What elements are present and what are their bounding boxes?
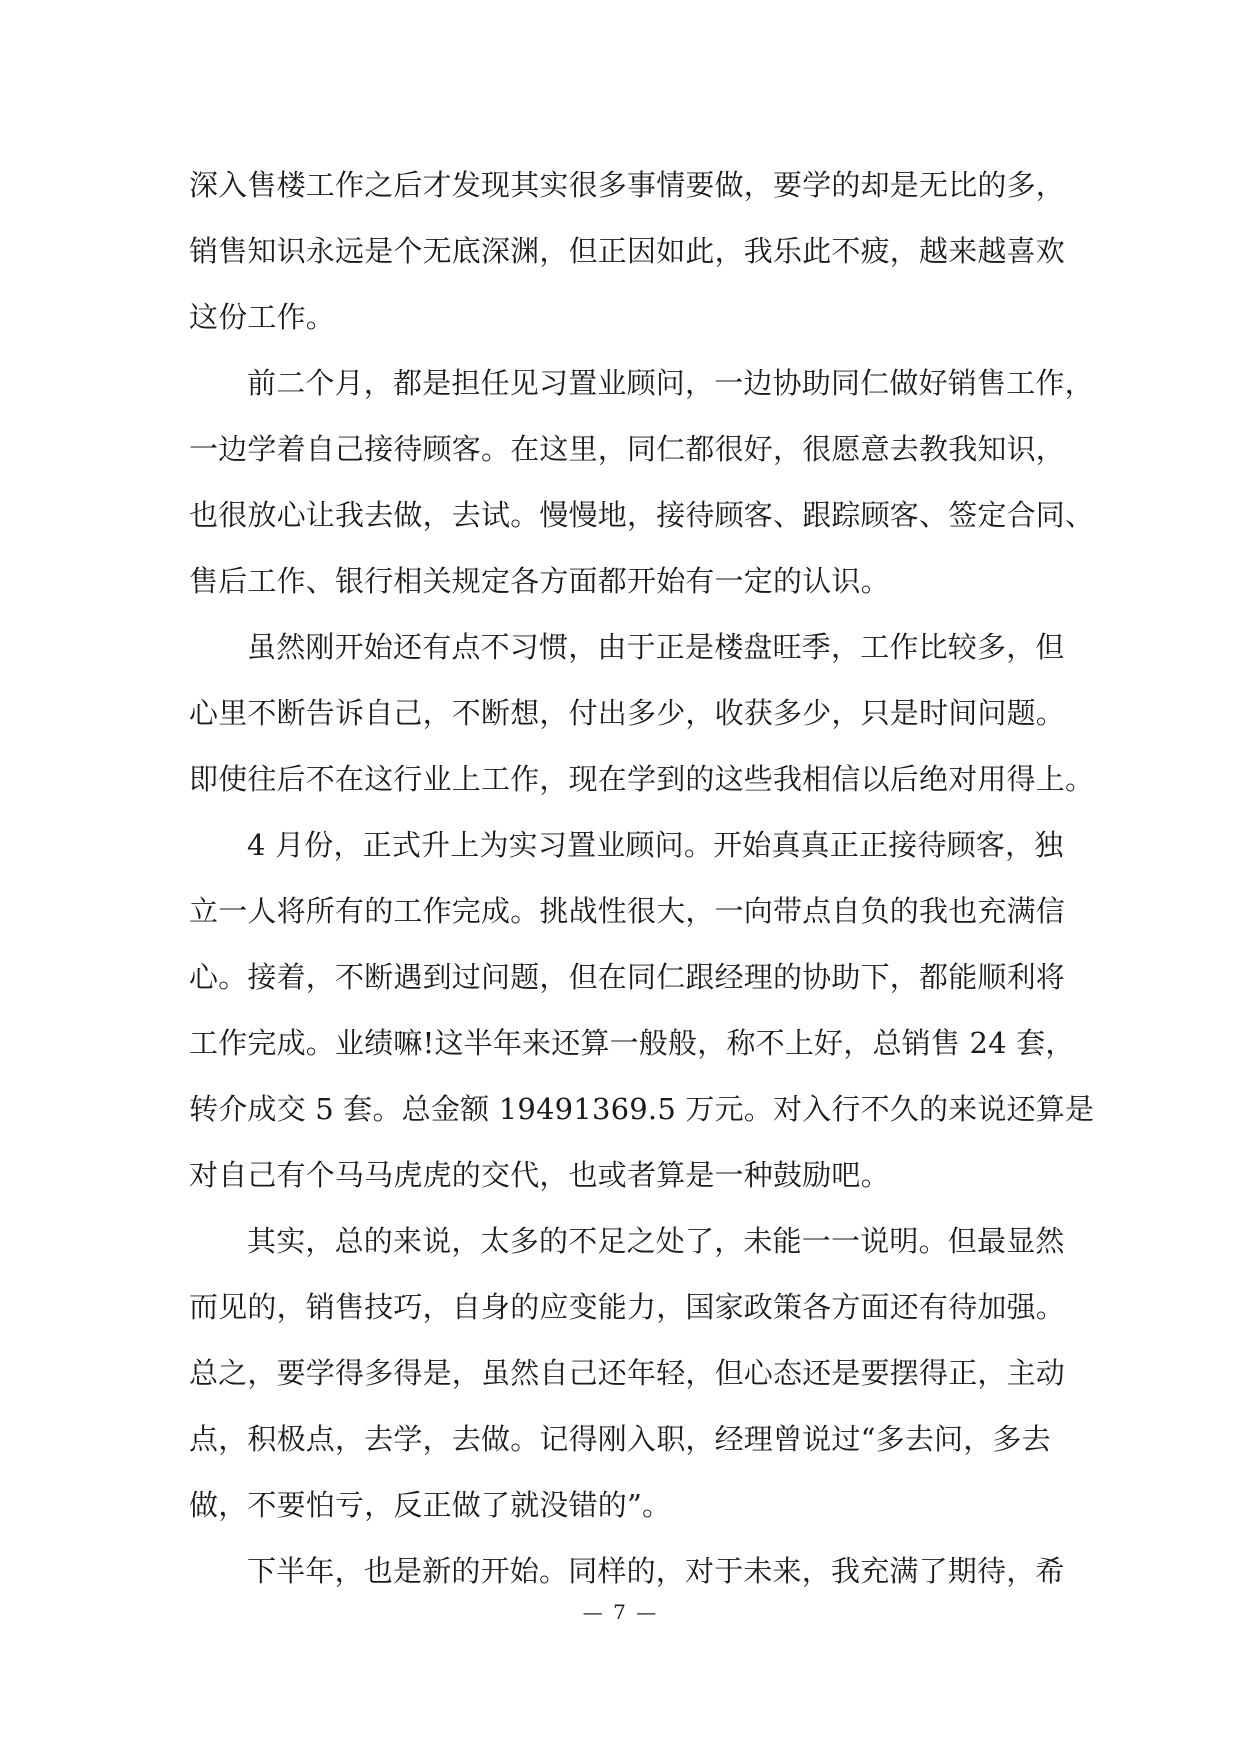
text-line: 心里不断告诉自己，不断想，付出多少，收获多少，只是时间问题。: [189, 696, 1066, 730]
text-line: 下半年，也是新的开始。同样的，对于未来，我充满了期待，希: [247, 1554, 1065, 1588]
text-line: 深入售楼工作之后才发现其实很多事情要做，要学的却是无比的多，: [189, 168, 1066, 202]
text-line: 这份工作。: [189, 300, 336, 334]
text-line: 对自己有个马马虎虎的交代，也或者算是一种鼓励吧。: [189, 1158, 890, 1192]
text-line: 售后工作、银行相关规定各方面都开始有一定的认识。: [189, 564, 890, 598]
text-line: 虽然刚开始还有点不习惯，由于正是楼盘旺季，工作比较多，但: [247, 630, 1065, 664]
text-line: 点，积极点，去学，去做。记得刚入职，经理曾说过“多去问，多去: [189, 1422, 1051, 1456]
text-line: 而见的，销售技巧，自身的应变能力，国家政策各方面还有待加强。: [189, 1290, 1066, 1324]
document-body: [189, 152, 1095, 1604]
text-line: 一边学着自己接待顾客。在这里，同仁都很好，很愿意去教我知识，: [189, 432, 1066, 466]
text-line: 心。接着，不断遇到过问题，但在同仁跟经理的协助下，都能顺利将: [189, 960, 1066, 994]
text-line: 4 月份，正式升上为实习置业顾问。开始真真正正接待顾客，独: [247, 828, 1064, 862]
page-number: — 7 —: [582, 1600, 659, 1624]
text-line: 转介成交 5 套。总金额 19491369.5 万元。对入行不久的来说还算是: [189, 1092, 1095, 1126]
text-line: 也很放心让我去做，去试。慢慢地，接待顾客、跟踪顾客、签定合同、: [189, 498, 1095, 532]
text-line: 总之，要学得多得是，虽然自己还年轻，但心态还是要摆得正，主动: [189, 1356, 1066, 1390]
text-line: 即使往后不在这行业上工作，现在学到的这些我相信以后绝对用得上。: [189, 762, 1095, 796]
text-line: 工作完成。业绩嘛!这半年来还算一般般，称不上好，总销售 24 套，: [189, 1026, 1075, 1060]
text-line: 立一人将所有的工作完成。挑战性很大，一向带点自负的我也充满信: [189, 894, 1066, 928]
text-line: 做，不要怕亏，反正做了就没错的”。: [189, 1488, 672, 1522]
text-line: 前二个月，都是担任见习置业顾问，一边协助同仁做好销售工作，: [247, 366, 1094, 400]
text-line: 其实，总的来说，太多的不足之处了，未能一一说明。但最显然: [247, 1224, 1065, 1258]
text-line: 销售知识永远是个无底深渊，但正因如此，我乐此不疲，越来越喜欢: [189, 234, 1066, 268]
